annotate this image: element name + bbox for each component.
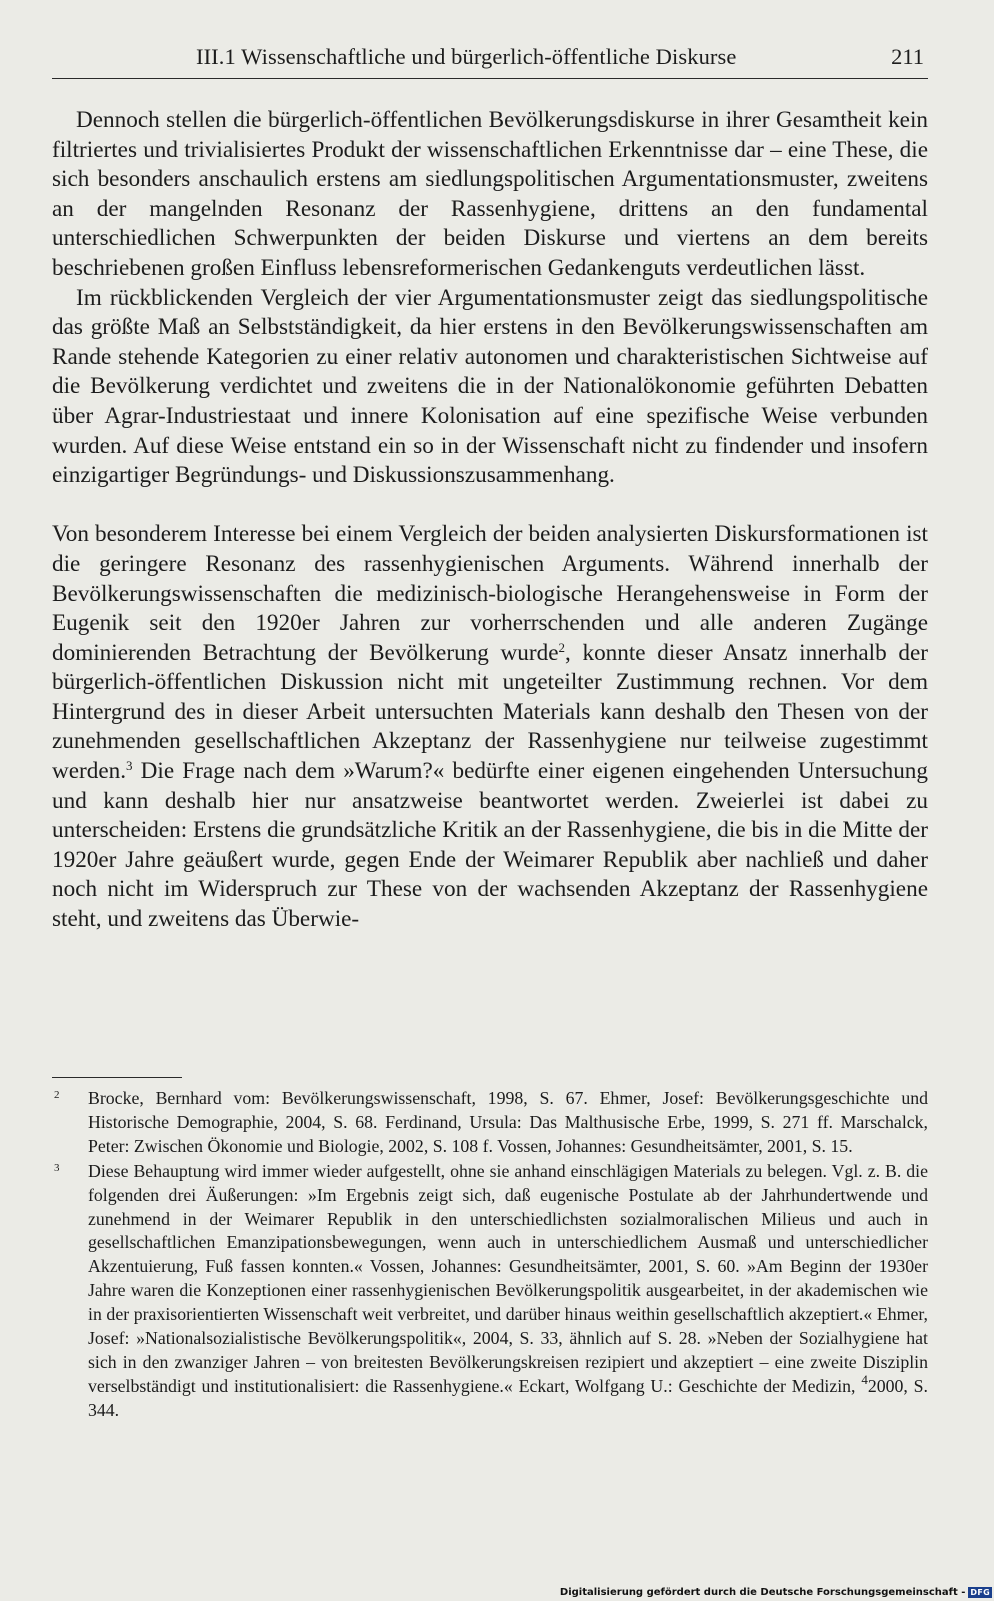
footnote-3 (52, 1160, 928, 1423)
digitization-credit (560, 1587, 992, 1598)
body-text (52, 106, 928, 935)
footnote-2 (52, 1087, 928, 1159)
edition-superscript: 4 (861, 1371, 868, 1387)
running-header (52, 44, 928, 79)
scan-edge (994, 0, 1000, 1601)
footnote-text: Brocke, Bernhard vom: Bevölkerungswissenschaft, 1998, S. 67. Ehmer, Josef: Bevölkerungsgeschichte und Historische Demographie, 2004, S. 68. Ferdinand, Ursula: Das Malthusische Erbe, 1999, S. 271 ff. Marschalck, Peter: Zwischen Ökonomie und Biologie, 2002, S. 108 f. Vossen, Johannes: Gesundheitsämter, 2001, S. 15. (88, 1088, 928, 1156)
footnote-number: 2 (54, 1089, 60, 1101)
footnote-text-b: 2000, S. 344. (88, 1375, 928, 1420)
footnote-ref-3: 3 (126, 758, 133, 774)
footnote-text-a: Diese Behauptung wird immer wieder aufgestellt, ohne sie anhand einschlägigen Materials zu belegen. Vgl. z. B. die folgenden drei Äußerungen: »Im Ergebnis zeigt sich, daß eugenische Postulate ab der Jahrhundertwende und zunehmend in der Weimarer Republik in den unterschiedlichsten sozialmoralischen Milieus und auch in gesellschaftlichen Emanzipationsbewegungen, wenn auch in unterschiedlichem Ausmaß und unterschiedlicher Akzentuierung, Fuß fassen konnten.« Vossen, Johannes: Gesundheitsämter, 2001, S. 60. »Am Beginn der 1930er Jahre waren die Konzeptionen einer rassenhygienischen Bevölkerungspolitik ausgearbeitet, in der akademischen wie in der praxisorientierten Wissenschaft weit verbreitet, und darüber hinaus weithin gesellschaftlich akzeptiert.« Ehmer, Josef: »Nationalsozialistische Bevölkerungspolitik«, 2004, S. 33, ähnlich auf S. 28. »Neben der Sozialhygiene hat sich in den zwanziger Jahren – von breitesten Bevölkerungskreisen rezipiert und akzeptiert – eine zweite Disziplin verselbständigt und institutionalisiert: die Rassenhygiene.« Eckart, Wolfgang U.: Geschichte der Medizin, (88, 1160, 928, 1396)
footnote-number: 3 (54, 1161, 60, 1174)
paragraph-3-part-a: Von besonderem Interesse bei einem Vergleich der beiden analysierten Diskursformationen ist die geringere Resonanz des rassenhygienischen Arguments. Während innerhalb der Bevölkerungswissenschaften die medizinisch-biologische Herangehensweise in Form der Eugenik seit den 1920er Jahren zur vorherrschenden und alle anderen Zugänge dominierenden Betrachtung der Bevölkerung wurde (52, 521, 928, 666)
footnote-divider (52, 1077, 182, 1078)
footnote-ref-2: 2 (558, 639, 565, 655)
dfg-logo: DFG (970, 1588, 990, 1597)
paragraph-3-part-b: , konnte dieser Ansatz innerhalb der bürgerlich-öffentlichen Diskussion nicht mit ungeteilter Zustimmung rechnen. Vor dem Hintergrund des in dieser Arbeit untersuchten Materials kann deshalb den Thesen von der zunehmenden gesellschaftlichen Akzeptanz der Rassenhygiene nur teilweise zugestimmt werden. (52, 639, 928, 785)
page-number: 211 (891, 44, 924, 69)
paragraph-3-part-c: Die Frage nach dem »Warum?« bedürfte einer eigenen eingehenden Untersuchung und kann deshalb hier nur ansatzweise beantwortet werden. Zweierlei ist dabei zu unterscheiden: Erstens die grundsätzliche Kritik an der Rassenhygiene, die bis in die Mitte der 1920er Jahre geäußert wurde, gegen Ende der Weimarer Republik aber nachließ und daher noch nicht im Widerspruch zur These von der wachsenden Akzeptanz der Rassenhygiene steht, und zweitens das Überwie- (52, 758, 928, 933)
paragraph-3 (52, 520, 928, 934)
credit-text: Digitalisierung gefördert durch die Deutsche Forschungsgemeinschaft - (559, 1587, 966, 1598)
paragraph-1: Dennoch stellen die bürgerlich-öffentlichen Bevölkerungsdiskurse in ihrer Gesamtheit kein filtriertes und trivialisiertes Produkt der wissenschaftlichen Erkenntnisse dar – eine These, die sich besonders anschaulich erstens am siedlungspolitischen Argumentationsmuster, zweitens an der mangelnden Resonanz der Rassenhygiene, drittens an den fundamental unterschiedlichen Schwerpunkten der beiden Diskurse und viertens an dem bereits beschriebenen großen Einfluss lebensreformerischen Gedankenguts verdeutlichen lässt. (52, 107, 928, 281)
header-title: III.1 Wissenschaftliche und bürgerlich-öffentliche Diskurse (196, 44, 737, 69)
paragraph-2: Im rückblickenden Vergleich der vier Argumentationsmuster zeigt das siedlungspolitische das größte Maß an Selbstständigkeit, da hier erstens in den Bevölkerungswissenschaften am Rande stehende Kategorien zu einer relativ autonomen und charakteristischen Sichtweise auf die Bevölkerung verdichtet und zweitens die in der Nationalökonomie geführten Debatten über Agrar-Industriestaat und innere Kolonisation auf eine spezifische Weise verbunden wurden. Auf diese Weise entstand ein so in der Wissenschaft nicht zu findender und insofern einzigartiger Begründungs- und Diskussionszusammenhang. (52, 284, 928, 489)
footnotes (52, 1087, 928, 1424)
